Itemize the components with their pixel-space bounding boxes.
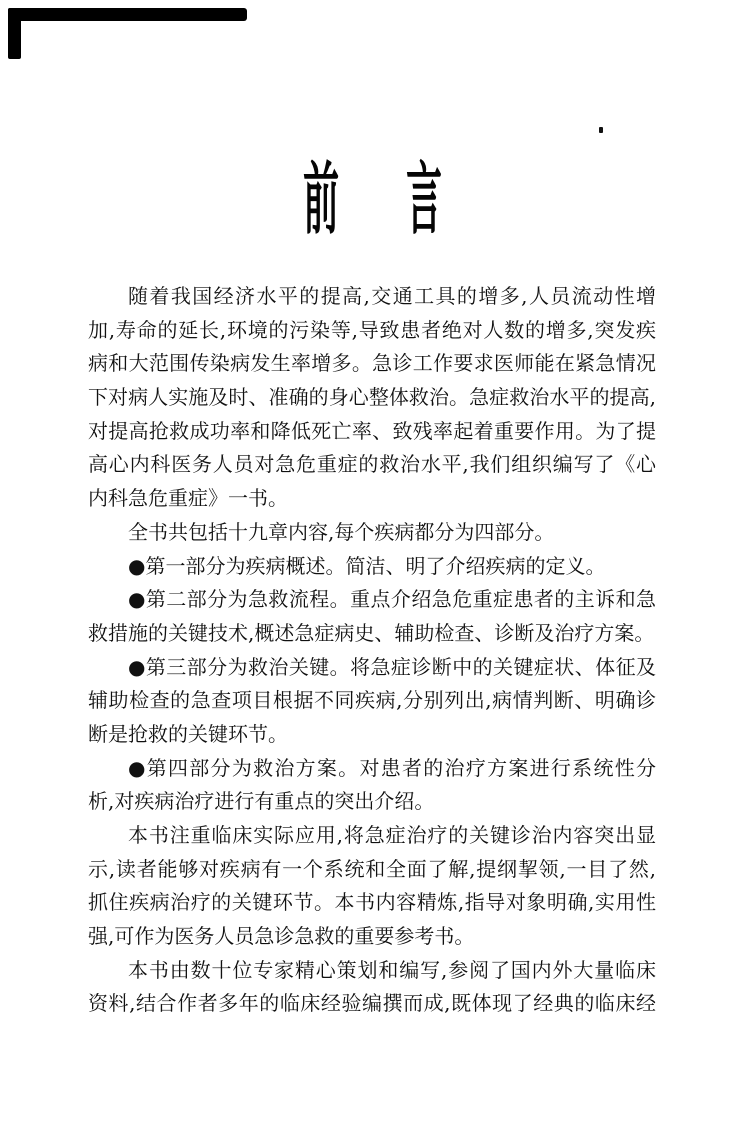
text-line: 本书由数十位专家精心策划和编写,参阅了国内外大量临床 [128, 957, 656, 982]
text-line: ●第二部分为急救流程。重点介绍急危重症患者的主诉和急 [128, 587, 656, 612]
text-line: 示,读者能够对疾病有一个系统和全面了解,提纲挈领,一目了然, [88, 856, 656, 881]
text-line: 析,对疾病治疗进行有重点的突出介绍。 [88, 789, 435, 814]
text-line: ●第三部分为救治关键。将急症诊断中的关键症状、体征及 [128, 654, 656, 679]
text-line: 强,可作为医务人员急诊急救的重要参考书。 [88, 924, 475, 949]
preface-body [88, 280, 656, 1021]
text-line: 救措施的关键技术,概述急症病史、辅助检查、诊断及治疗方案。 [88, 620, 655, 645]
text-line: 全书共包括十九章内容,每个疾病都分为四部分。 [128, 519, 555, 544]
text-line: 下对病人实施及时、准确的身心整体救治。急症救治水平的提高, [88, 385, 656, 410]
scan-artifact-speck [599, 127, 603, 133]
text-line: 辅助检查的急查项目根据不同疾病,分别列出,病情判断、明确诊 [88, 688, 656, 713]
text-line: 内科急危重症》一书。 [88, 486, 288, 511]
preface-title-char-1: 前 [303, 154, 340, 245]
text-line: ●第一部分为疾病概述。简洁、明了介绍疾病的定义。 [128, 553, 606, 578]
text-line: 对提高抢救成功率和降低死亡率、致残率起着重要作用。为了提 [88, 418, 656, 443]
scan-artifact-top-bar [8, 8, 247, 21]
text-line: 抓住疾病治疗的关键环节。本书内容精炼,指导对象明确,实用性 [88, 890, 656, 915]
text-line: 随着我国经济水平的提高,交通工具的增多,人员流动性增 [128, 284, 656, 308]
preface-title [10, 154, 735, 245]
text-line: 本书注重临床实际应用,将急症治疗的关键诊治内容突出显 [128, 823, 656, 847]
text-line: 加,寿命的延长,环境的污染等,导致患者绝对人数的增多,突发疾 [88, 317, 656, 342]
text-line: 资料,结合作者多年的临床经验编撰而成,既体现了经典的临床经 [88, 991, 656, 1016]
preface-title-char-2: 言 [405, 154, 442, 245]
text-line: ●第四部分为救治方案。对患者的治疗方案进行系统性分 [128, 755, 656, 780]
text-line: 病和大范围传染病发生率增多。急诊工作要求医师能在紧急情况 [88, 351, 656, 376]
text-line: 断是抢救的关键环节。 [88, 721, 288, 746]
text-line: 高心内科医务人员对急危重症的救治水平,我们组织编写了《心 [88, 452, 656, 477]
scan-artifact-left-bar [8, 8, 21, 59]
